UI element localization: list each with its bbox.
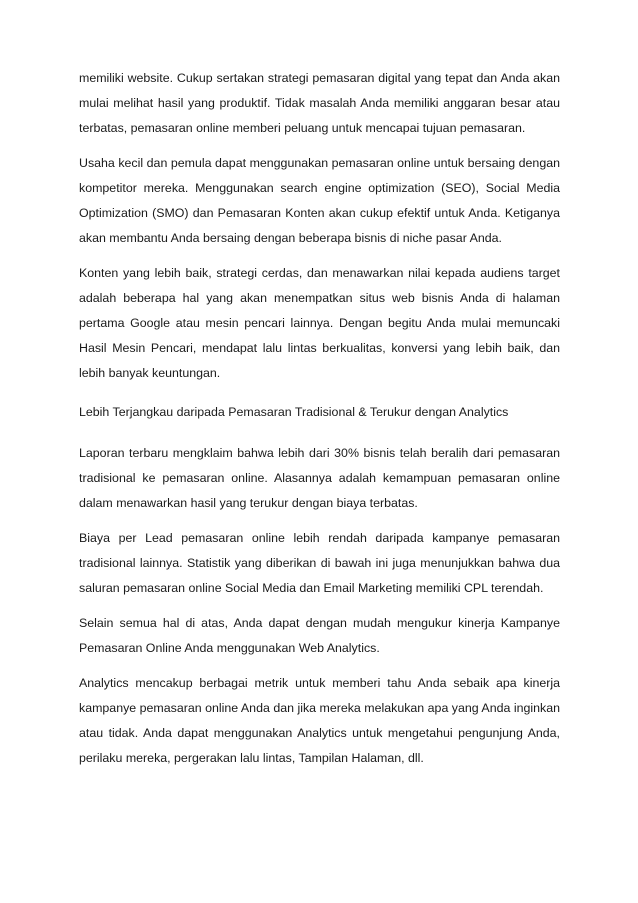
section-heading: Lebih Terjangkau daripada Pemasaran Tradisional & Terukur dengan Analytics (79, 405, 509, 419)
paragraph-better-content: Konten yang lebih baik, strategi cerdas, dan menawarkan nilai kepada audiens target adalah beberapa hal yang akan menempatkan situs web bisnis Anda di halaman pertama Google atau mesin pencari lainnya. Dengan begitu Anda mulai memuncaki Hasil Mesin Pencari, mendapat lalu lintas berkualitas, konversi yang lebih baik, dan lebih banyak keuntungan. (79, 266, 560, 380)
paragraph-cost-per-lead: Biaya per Lead pemasaran online lebih rendah daripada kampanye pemasaran tradisional lainnya. Statistik yang diberikan di bawah ini juga menunjukkan bahwa dua saluran pemasaran online Social Media dan Email Marketing memiliki CPL terendah. (79, 531, 560, 595)
document-page (79, 66, 560, 781)
paragraph-web-analytics: Selain semua hal di atas, Anda dapat dengan mudah mengukur kinerja Kampanye Pemasaran Online Anda menggunakan Web Analytics. (79, 616, 560, 655)
paragraph-analytics-metrics: Analytics mencakup berbagai metrik untuk memberi tahu Anda sebaik apa kinerja kampanye pemasaran online Anda dan jika mereka melakukan apa yang Anda inginkan atau tidak. Anda dapat menggunakan Analytics untuk mengetahui pengunjung Anda, perilaku mereka, pergerakan lalu lintas, Tampilan Halaman, dll. (79, 676, 560, 765)
paragraph-intro: memiliki website. Cukup sertakan strategi pemasaran digital yang tepat dan Anda akan mulai melihat hasil yang produktif. Tidak masalah Anda memiliki anggaran besar atau terbatas, pemasaran online memberi peluang untuk mencapai tujuan pemasaran. (79, 71, 560, 135)
paragraph-latest-report: Laporan terbaru mengklaim bahwa lebih dari 30% bisnis telah beralih dari pemasaran tradisional ke pemasaran online. Alasannya adalah kemampuan pemasaran online dalam menawarkan hasil yang terukur dengan biaya terbatas. (79, 446, 560, 510)
paragraph-small-business: Usaha kecil dan pemula dapat menggunakan pemasaran online untuk bersaing dengan kompetitor mereka. Menggunakan search engine optimization (SEO), Social Media Optimization (SMO) dan Pemasaran Konten akan cukup efektif untuk Anda. Ketiganya akan membantu Anda bersaing dengan beberapa bisnis di niche pasar Anda. (79, 156, 560, 245)
